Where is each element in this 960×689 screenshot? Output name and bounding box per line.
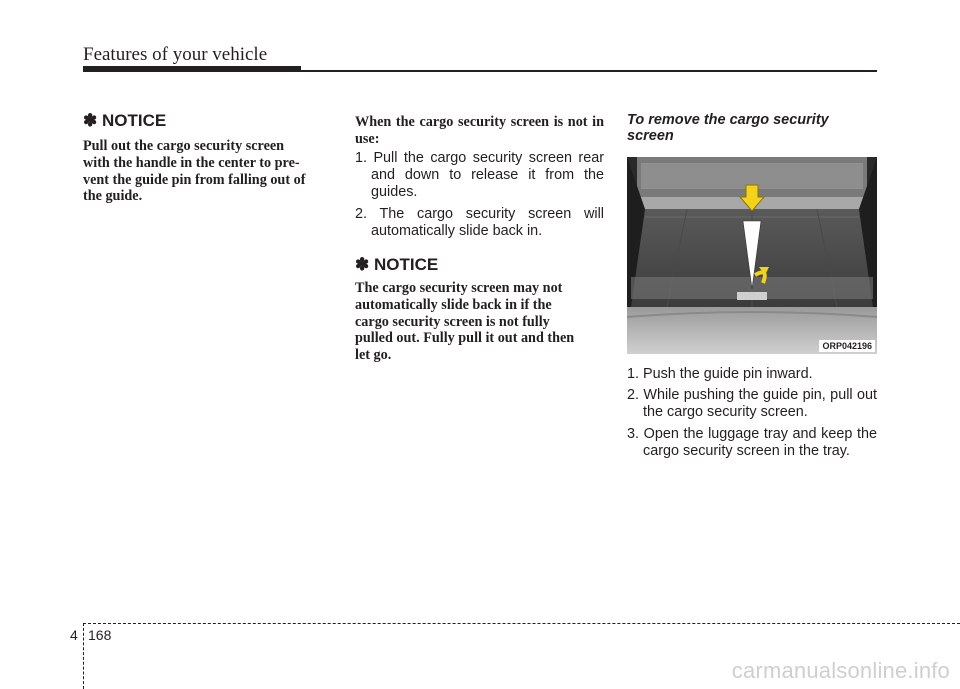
- notice-title-2: ✽ NOTICE: [355, 255, 439, 274]
- release-steps-list: [355, 150, 604, 244]
- footer-rule: [83, 623, 960, 624]
- list-item: 3. Open the luggage tray and keep the cargo security screen in the tray.: [627, 425, 877, 459]
- cargo-area-photo: [627, 157, 877, 354]
- notice-line: vent the guide pin from falling out of: [83, 171, 306, 188]
- notice-line: automatically slide back in if the: [355, 296, 552, 313]
- list-item: 1. Push the guide pin inward.: [627, 366, 813, 382]
- cargo-illustration: [627, 157, 877, 354]
- header-rule-thin: [301, 70, 877, 72]
- notice-line: the guide.: [83, 188, 143, 205]
- notice-line: pulled out. Fully pull it out and then: [355, 330, 575, 347]
- list-item: 2. While pushing the guide pin, pull out the cargo security screen.: [627, 387, 877, 421]
- notice-body-2: [355, 280, 604, 364]
- notice-line: Pull out the cargo security screen: [83, 138, 285, 154]
- chapter-number: 4: [70, 627, 78, 643]
- notice-title-1: ✽ NOTICE: [83, 111, 167, 130]
- section-heading: To remove the cargo security screen: [627, 112, 829, 144]
- removal-steps-list: [627, 366, 877, 464]
- notice-line: let go.: [355, 347, 392, 364]
- page-number: 168: [88, 627, 112, 643]
- footer-vertical-rule: [83, 623, 84, 689]
- notice-line: The cargo security screen may not: [355, 280, 563, 296]
- image-code-label: ORP042196: [819, 340, 875, 352]
- watermark: carmanualsonline.info: [731, 658, 950, 683]
- notice-body-1: [83, 138, 335, 205]
- header-rule-thick: [83, 66, 301, 72]
- list-item: 1. Pull the cargo security screen rear and down to release it from the guides.: [355, 150, 604, 201]
- page-header-title: Features of your vehicle: [83, 44, 268, 65]
- notice-line: cargo security screen is not fully: [355, 313, 550, 330]
- intro-text: When the cargo security screen is not in use:: [355, 114, 604, 147]
- notice-line: with the handle in the center to pre-: [83, 154, 300, 171]
- list-item: 2. The cargo security screen will automatically slide back in.: [355, 205, 604, 239]
